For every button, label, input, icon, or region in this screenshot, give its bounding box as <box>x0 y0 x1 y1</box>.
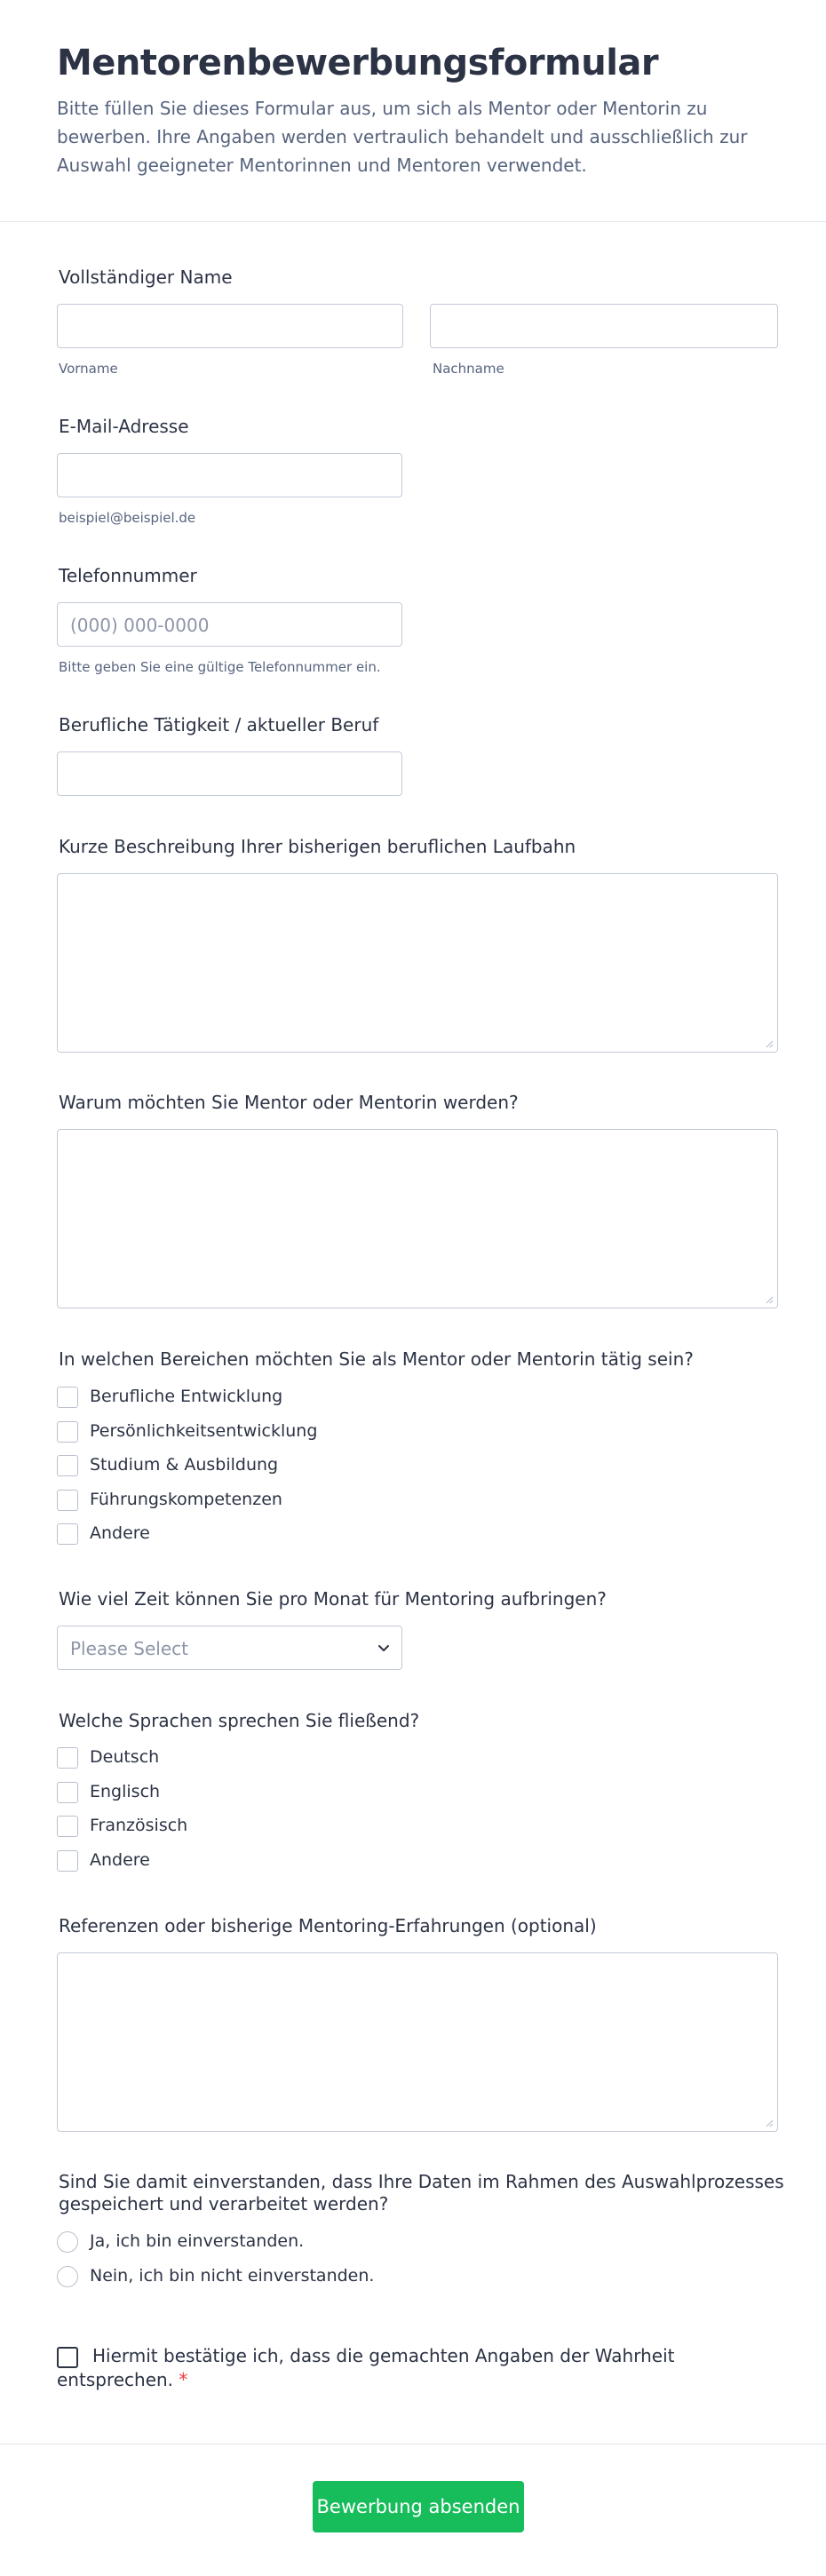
motivation-label: Warum möchten Sie Mentor oder Mentorin werden? <box>59 1092 519 1113</box>
header-divider <box>0 221 826 222</box>
areas-checkbox-career-development[interactable] <box>57 1387 78 1408</box>
areas-checkbox-leadership[interactable] <box>57 1490 78 1511</box>
submit-button[interactable]: Bewerbung absenden <box>313 2481 524 2532</box>
consent-option-label: Ja, ich bin einverstanden. <box>90 2231 305 2251</box>
email-label: E-Mail-Adresse <box>59 416 189 437</box>
consent-radio-no[interactable] <box>57 2266 78 2287</box>
email-sublabel: beispiel@beispiel.de <box>59 510 196 526</box>
first-name-sublabel: Vorname <box>59 361 118 377</box>
languages-option-label: Französisch <box>90 1816 188 1835</box>
consent-option-label: Nein, ich bin nicht einverstanden. <box>90 2266 375 2286</box>
last-name-sublabel: Nachname <box>433 361 504 377</box>
profession-input[interactable] <box>57 751 402 796</box>
confirm-checkbox[interactable] <box>57 2347 78 2368</box>
areas-option-label: Führungskompetenzen <box>90 1490 282 1509</box>
references-textarea[interactable] <box>57 1952 778 2132</box>
phone-sublabel: Bitte geben Sie eine gültige Telefonnummer ein. <box>59 659 381 675</box>
confirm-text-line1: Hiermit bestätige ich, dass die gemachten Angaben der Wahrheit <box>92 2345 675 2366</box>
confirm-text-line2: entsprechen. <box>57 2369 174 2390</box>
email-input[interactable] <box>57 453 402 497</box>
languages-checkbox-english[interactable] <box>57 1782 78 1803</box>
footer-divider <box>0 2444 826 2445</box>
areas-checkbox-study-training[interactable] <box>57 1455 78 1476</box>
areas-label: In welchen Bereichen möchten Sie als Mentor oder Mentorin tätig sein? <box>59 1348 694 1370</box>
areas-option-label: Studium & Ausbildung <box>90 1455 279 1475</box>
areas-checkbox-other[interactable] <box>57 1523 78 1545</box>
consent-label-line2: gespeichert und verarbeitet werden? <box>59 2193 389 2214</box>
areas-option-label: Berufliche Entwicklung <box>90 1387 283 1406</box>
areas-option-label: Andere <box>90 1523 150 1543</box>
languages-label: Welche Sprachen sprechen Sie fließend? <box>59 1710 420 1731</box>
time-label: Wie viel Zeit können Sie pro Monat für Mentoring aufbringen? <box>59 1588 607 1610</box>
languages-checkbox-french[interactable] <box>57 1816 78 1837</box>
motivation-textarea[interactable] <box>57 1129 778 1308</box>
languages-option-label: Deutsch <box>90 1747 160 1767</box>
career-label: Kurze Beschreibung Ihrer bisherigen beruflichen Laufbahn <box>59 836 576 857</box>
resize-handle-icon[interactable] <box>765 1039 774 1048</box>
form-description: Bitte füllen Sie dieses Formular aus, um sich als Mentor oder Mentorin zu bewerben. Ihre Angaben werden vertraulich behandelt und ausschließlich zur Auswahl geeigneter Mentorinnen und Mentoren verwendet. <box>57 98 748 176</box>
time-select[interactable] <box>57 1626 402 1670</box>
last-name-input[interactable] <box>430 304 778 348</box>
phone-placeholder: (000) 000-0000 <box>70 615 210 636</box>
time-select-placeholder: Please Select <box>70 1638 188 1659</box>
languages-option-label: Andere <box>90 1850 150 1870</box>
areas-checkbox-personal-development[interactable] <box>57 1421 78 1443</box>
references-label: Referenzen oder bisherige Mentoring-Erfahrungen (optional) <box>59 1915 597 1936</box>
resize-handle-icon[interactable] <box>765 2119 774 2127</box>
first-name-input[interactable] <box>57 304 403 348</box>
languages-checkbox-german[interactable] <box>57 1747 78 1769</box>
profession-label: Berufliche Tätigkeit / aktueller Beruf <box>59 714 379 735</box>
resize-handle-icon[interactable] <box>765 1295 774 1304</box>
areas-option-label: Persönlichkeitsentwicklung <box>90 1421 318 1441</box>
chevron-down-icon <box>377 1641 391 1655</box>
required-asterisk: * <box>179 2369 188 2390</box>
consent-radio-yes[interactable] <box>57 2231 78 2253</box>
phone-label: Telefonnummer <box>59 565 197 586</box>
full-name-label: Vollständiger Name <box>59 266 233 288</box>
form-title: Mentorenbewerbungsformular <box>57 43 659 83</box>
consent-label-line1: Sind Sie damit einverstanden, dass Ihre Daten im Rahmen des Auswahlprozesses <box>59 2171 784 2192</box>
phone-input[interactable] <box>57 602 402 647</box>
career-textarea[interactable] <box>57 873 778 1053</box>
languages-checkbox-other[interactable] <box>57 1850 78 1872</box>
languages-option-label: Englisch <box>90 1782 161 1801</box>
